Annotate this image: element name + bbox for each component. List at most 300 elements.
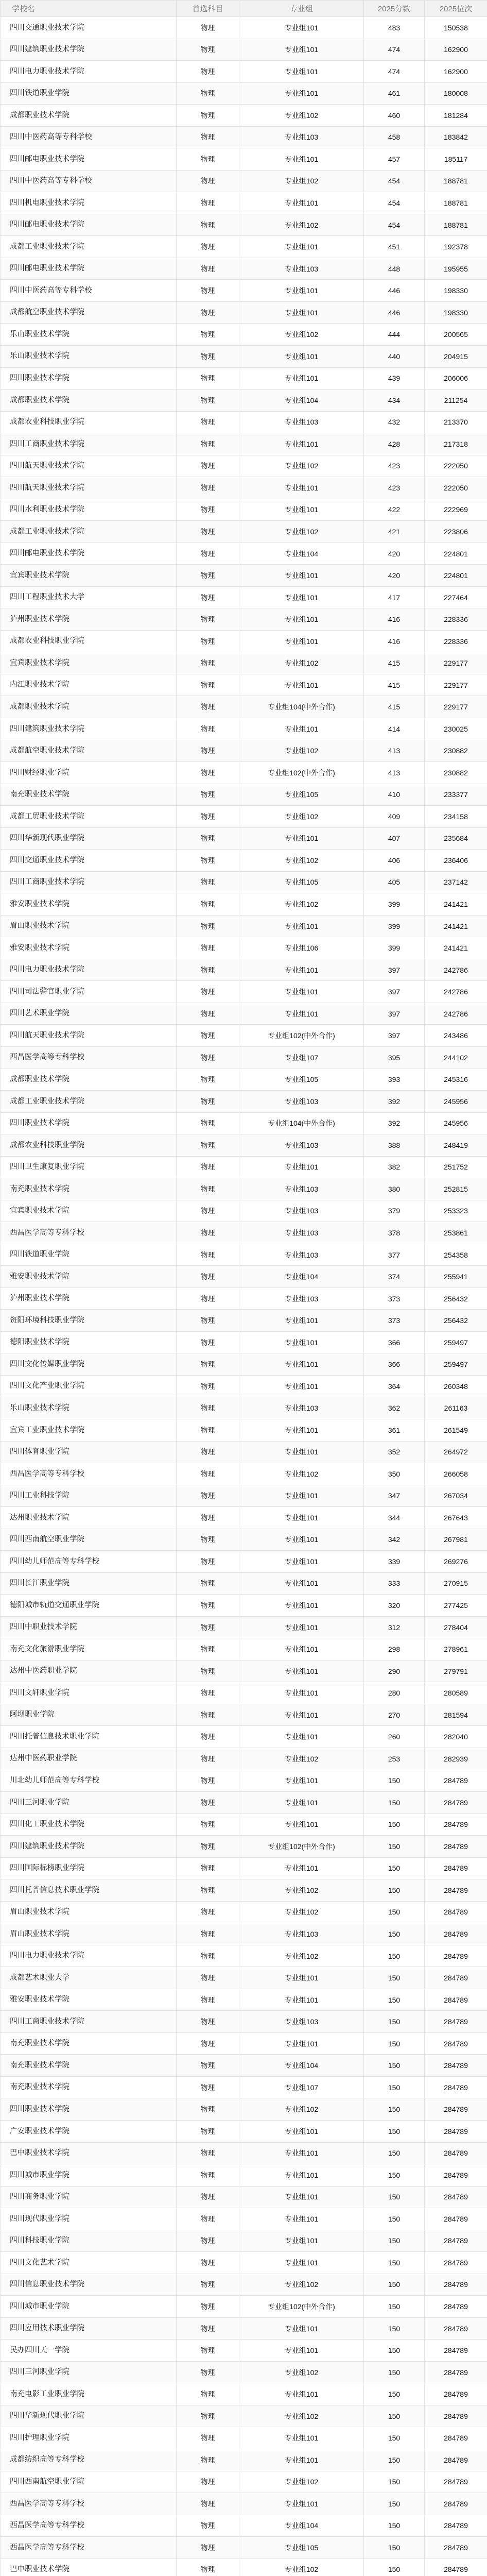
- cell-2025-score: 352: [364, 1441, 425, 1463]
- cell-major-group: 专业组101: [239, 192, 364, 214]
- cell-2025-score: 415: [364, 674, 425, 696]
- cell-school-name: 泸州职业技术学院: [1, 608, 177, 631]
- cell-2025-rank: 222050: [425, 477, 487, 499]
- cell-first-subject: 物理: [177, 1266, 239, 1288]
- cell-school-name: 四川卫生康复职业学院: [1, 1156, 177, 1178]
- cell-first-subject: 物理: [177, 1682, 239, 1704]
- cell-school-name: 四川幼儿师范高等专科学校: [1, 1551, 177, 1573]
- cell-2025-score: 378: [364, 1222, 425, 1244]
- cell-major-group: 专业组102(中外合作): [239, 1025, 364, 1047]
- cell-school-name: 西昌医学高等专科学校: [1, 2537, 177, 2559]
- table-row: [1, 762, 487, 784]
- table-row: [1, 2296, 487, 2318]
- table-row: [1, 827, 487, 850]
- cell-major-group: 专业组101: [239, 2449, 364, 2471]
- cell-major-group: 专业组101: [239, 1770, 364, 1792]
- table-row: [1, 806, 487, 828]
- table-row: [1, 389, 487, 412]
- cell-school-name: 四川铁道职业学院: [1, 82, 177, 105]
- cell-2025-rank: 278404: [425, 1616, 487, 1638]
- cell-school-name: 四川文化产业职业学院: [1, 1375, 177, 1397]
- cell-school-name: 雅安职业技术学院: [1, 893, 177, 916]
- cell-2025-rank: 267981: [425, 1529, 487, 1551]
- cell-school-name: 雅安职业技术学院: [1, 1266, 177, 1288]
- cell-first-subject: 物理: [177, 2121, 239, 2143]
- cell-major-group: 专业组104(中外合作): [239, 1112, 364, 1134]
- table-row: [1, 1485, 487, 1507]
- cell-first-subject: 物理: [177, 1419, 239, 1442]
- table-row: [1, 1595, 487, 1617]
- cell-2025-rank: 243486: [425, 1025, 487, 1047]
- cell-school-name: 四川邮电职业技术学院: [1, 258, 177, 280]
- cell-major-group: 专业组101: [239, 1375, 364, 1397]
- cell-major-group: 专业组102(中外合作): [239, 762, 364, 784]
- cell-school-name: 四川化工职业技术学院: [1, 1814, 177, 1836]
- cell-2025-rank: 150538: [425, 17, 487, 39]
- table-row: [1, 1748, 487, 1770]
- table-row: [1, 39, 487, 61]
- cell-school-name: 四川文轩职业学院: [1, 1682, 177, 1704]
- cell-school-name: 四川电力职业技术学院: [1, 1945, 177, 1967]
- cell-first-subject: 物理: [177, 937, 239, 959]
- cell-2025-score: 150: [364, 1967, 425, 1989]
- cell-school-name: 南充职业技术学院: [1, 784, 177, 806]
- cell-major-group: 专业组101: [239, 2121, 364, 2143]
- cell-first-subject: 物理: [177, 1069, 239, 1091]
- cell-2025-rank: 229177: [425, 696, 487, 718]
- cell-major-group: 专业组101: [239, 586, 364, 608]
- table-row: [1, 2252, 487, 2274]
- cell-first-subject: 物理: [177, 1792, 239, 1814]
- cell-2025-rank: 188781: [425, 192, 487, 214]
- cell-2025-rank: 281594: [425, 1704, 487, 1726]
- cell-2025-score: 474: [364, 39, 425, 61]
- table-row: [1, 2121, 487, 2143]
- cell-major-group: 专业组101: [239, 499, 364, 521]
- cell-first-subject: 物理: [177, 345, 239, 367]
- table-row: [1, 608, 487, 631]
- cell-school-name: 眉山职业技术学院: [1, 1901, 177, 1923]
- cell-first-subject: 物理: [177, 1595, 239, 1617]
- cell-first-subject: 物理: [177, 324, 239, 346]
- cell-first-subject: 物理: [177, 2164, 239, 2187]
- cell-first-subject: 物理: [177, 301, 239, 324]
- cell-major-group: 专业组101: [239, 1989, 364, 2011]
- table-row: [1, 1178, 487, 1200]
- table-row: [1, 301, 487, 324]
- cell-2025-rank: 245956: [425, 1091, 487, 1113]
- table-row: [1, 61, 487, 83]
- table-row: [1, 630, 487, 652]
- cell-school-name: 资阳环境科技职业学院: [1, 1310, 177, 1332]
- cell-2025-score: 457: [364, 148, 425, 171]
- cell-2025-rank: 248419: [425, 1134, 487, 1157]
- cell-first-subject: 物理: [177, 126, 239, 148]
- cell-major-group: 专业组102: [239, 521, 364, 543]
- table-row: [1, 2076, 487, 2098]
- cell-2025-score: 312: [364, 1616, 425, 1638]
- cell-2025-score: 280: [364, 1682, 425, 1704]
- table-row: [1, 2011, 487, 2033]
- table-row: [1, 1003, 487, 1025]
- cell-2025-score: 410: [364, 784, 425, 806]
- cell-major-group: 专业组101: [239, 39, 364, 61]
- cell-school-name: 四川邮电职业技术学院: [1, 148, 177, 171]
- cell-first-subject: 物理: [177, 652, 239, 674]
- cell-2025-rank: 224801: [425, 565, 487, 587]
- cell-2025-rank: 254358: [425, 1244, 487, 1266]
- cell-first-subject: 物理: [177, 1331, 239, 1353]
- table-row: [1, 543, 487, 565]
- cell-2025-rank: 284789: [425, 2317, 487, 2340]
- cell-major-group: 专业组105: [239, 784, 364, 806]
- cell-school-name: 成都职业技术学院: [1, 389, 177, 412]
- cell-2025-rank: 261549: [425, 1419, 487, 1442]
- cell-school-name: 四川工商职业技术学院: [1, 433, 177, 455]
- cell-first-subject: 物理: [177, 170, 239, 192]
- cell-school-name: 雅安职业技术学院: [1, 937, 177, 959]
- cell-2025-score: 405: [364, 871, 425, 893]
- cell-major-group: 专业组103: [239, 126, 364, 148]
- cell-major-group: 专业组105: [239, 871, 364, 893]
- cell-2025-score: 364: [364, 1375, 425, 1397]
- cell-major-group: 专业组101: [239, 2427, 364, 2449]
- cell-first-subject: 物理: [177, 61, 239, 83]
- cell-2025-rank: 222050: [425, 455, 487, 477]
- table-row: [1, 105, 487, 127]
- cell-first-subject: 物理: [177, 1463, 239, 1485]
- cell-major-group: 专业组102: [239, 1879, 364, 1902]
- cell-major-group: 专业组102: [239, 2274, 364, 2296]
- cell-school-name: 四川文化艺术学院: [1, 2252, 177, 2274]
- cell-major-group: 专业组103: [239, 1397, 364, 1419]
- cell-major-group: 专业组103: [239, 411, 364, 433]
- cell-major-group: 专业组101: [239, 915, 364, 937]
- cell-major-group: 专业组101: [239, 2252, 364, 2274]
- table-row: [1, 477, 487, 499]
- cell-first-subject: 物理: [177, 2142, 239, 2164]
- cell-2025-score: 374: [364, 1266, 425, 1288]
- cell-school-name: 宜宾工业职业技术学院: [1, 1419, 177, 1442]
- cell-school-name: 成都农业科技职业学院: [1, 630, 177, 652]
- table-row: [1, 258, 487, 280]
- cell-2025-score: 422: [364, 499, 425, 521]
- cell-first-subject: 物理: [177, 871, 239, 893]
- cell-school-name: 四川电力职业技术学院: [1, 61, 177, 83]
- cell-major-group: 专业组101: [239, 1682, 364, 1704]
- cell-major-group: 专业组101: [239, 236, 364, 258]
- cell-first-subject: 物理: [177, 2340, 239, 2362]
- cell-2025-rank: 269276: [425, 1551, 487, 1573]
- cell-2025-score: 150: [364, 2296, 425, 2318]
- cell-major-group: 专业组103: [239, 1134, 364, 1157]
- cell-first-subject: 物理: [177, 1638, 239, 1660]
- table-row: [1, 959, 487, 981]
- cell-2025-rank: 230882: [425, 740, 487, 762]
- cell-first-subject: 物理: [177, 2032, 239, 2055]
- cell-2025-rank: 284789: [425, 2032, 487, 2055]
- cell-2025-score: 373: [364, 1310, 425, 1332]
- cell-major-group: 专业组102: [239, 652, 364, 674]
- cell-2025-score: 434: [364, 389, 425, 412]
- table-row: [1, 2383, 487, 2405]
- cell-major-group: 专业组101: [239, 1814, 364, 1836]
- cell-first-subject: 物理: [177, 1901, 239, 1923]
- cell-first-subject: 物理: [177, 280, 239, 302]
- cell-2025-rank: 253861: [425, 1222, 487, 1244]
- cell-first-subject: 物理: [177, 236, 239, 258]
- cell-school-name: 四川航天职业技术学院: [1, 1025, 177, 1047]
- cell-2025-rank: 234158: [425, 806, 487, 828]
- cell-2025-score: 448: [364, 258, 425, 280]
- cell-2025-score: 150: [364, 2383, 425, 2405]
- cell-first-subject: 物理: [177, 1945, 239, 1967]
- cell-2025-rank: 284789: [425, 1857, 487, 1879]
- cell-2025-rank: 162900: [425, 39, 487, 61]
- cell-2025-rank: 284789: [425, 2252, 487, 2274]
- cell-first-subject: 物理: [177, 1244, 239, 1266]
- cell-2025-score: 416: [364, 630, 425, 652]
- table-row: [1, 1792, 487, 1814]
- cell-2025-rank: 284789: [425, 1923, 487, 1945]
- cell-2025-rank: 284789: [425, 2230, 487, 2252]
- cell-2025-rank: 222969: [425, 499, 487, 521]
- cell-2025-rank: 284789: [425, 2121, 487, 2143]
- cell-first-subject: 物理: [177, 893, 239, 916]
- cell-2025-rank: 200565: [425, 324, 487, 346]
- cell-2025-rank: 284789: [425, 2274, 487, 2296]
- cell-school-name: 广安职业技术学院: [1, 2121, 177, 2143]
- cell-2025-score: 440: [364, 345, 425, 367]
- cell-first-subject: 物理: [177, 762, 239, 784]
- table-row: [1, 433, 487, 455]
- cell-2025-score: 150: [364, 2558, 425, 2576]
- cell-2025-rank: 284789: [425, 2011, 487, 2033]
- cell-school-name: 成都工业职业技术学院: [1, 236, 177, 258]
- cell-2025-score: 446: [364, 301, 425, 324]
- table-row: [1, 1945, 487, 1967]
- cell-2025-rank: 251752: [425, 1156, 487, 1178]
- table-row: [1, 2230, 487, 2252]
- table-row: [1, 1112, 487, 1134]
- cell-first-subject: 物理: [177, 1507, 239, 1529]
- cell-2025-rank: 227464: [425, 586, 487, 608]
- table-row: [1, 2340, 487, 2362]
- cell-first-subject: 物理: [177, 2558, 239, 2576]
- table-row: [1, 126, 487, 148]
- table-row: [1, 1069, 487, 1091]
- cell-2025-rank: 192378: [425, 236, 487, 258]
- cell-first-subject: 物理: [177, 1704, 239, 1726]
- cell-2025-score: 454: [364, 214, 425, 236]
- table-row: [1, 1353, 487, 1376]
- cell-first-subject: 物理: [177, 1529, 239, 1551]
- cell-first-subject: 物理: [177, 608, 239, 631]
- table-row: [1, 2558, 487, 2576]
- cell-school-name: 成都工贸职业技术学院: [1, 806, 177, 828]
- table-row: [1, 280, 487, 302]
- cell-2025-rank: 223806: [425, 521, 487, 543]
- cell-2025-rank: 259497: [425, 1353, 487, 1376]
- cell-first-subject: 物理: [177, 1660, 239, 1682]
- cell-first-subject: 物理: [177, 1989, 239, 2011]
- cell-2025-score: 439: [364, 367, 425, 389]
- table-row: [1, 2317, 487, 2340]
- cell-2025-rank: 256432: [425, 1287, 487, 1310]
- cell-school-name: 四川城市职业学院: [1, 2164, 177, 2187]
- cell-2025-score: 451: [364, 236, 425, 258]
- cell-2025-rank: 284789: [425, 2515, 487, 2537]
- cell-major-group: 专业组101: [239, 433, 364, 455]
- table-row: [1, 1660, 487, 1682]
- cell-first-subject: 物理: [177, 2076, 239, 2098]
- cell-school-name: 达州职业技术学院: [1, 1507, 177, 1529]
- cell-school-name: 四川应用技术职业学院: [1, 2317, 177, 2340]
- cell-2025-rank: 264972: [425, 1441, 487, 1463]
- cell-school-name: 成都农业科技职业学院: [1, 411, 177, 433]
- cell-school-name: 四川工业科技学院: [1, 1485, 177, 1507]
- cell-major-group: 专业组101: [239, 1595, 364, 1617]
- table-row: [1, 586, 487, 608]
- cell-2025-score: 150: [364, 1945, 425, 1967]
- cell-school-name: 巴中职业技术学院: [1, 2558, 177, 2576]
- cell-2025-rank: 229177: [425, 652, 487, 674]
- table-row: [1, 1989, 487, 2011]
- cell-major-group: 专业组106: [239, 937, 364, 959]
- cell-2025-score: 461: [364, 82, 425, 105]
- cell-first-subject: 物理: [177, 1836, 239, 1858]
- cell-school-name: 四川职业技术学院: [1, 2098, 177, 2121]
- cell-school-name: 四川航天职业技术学院: [1, 477, 177, 499]
- table-row: [1, 1310, 487, 1332]
- cell-major-group: 专业组101: [239, 477, 364, 499]
- cell-major-group: 专业组101: [239, 301, 364, 324]
- cell-major-group: 专业组101: [239, 1156, 364, 1178]
- table-row: [1, 2537, 487, 2559]
- cell-major-group: 专业组101: [239, 1616, 364, 1638]
- cell-school-name: 四川中医药高等专科学校: [1, 126, 177, 148]
- header-2025-score: 2025分数: [364, 1, 425, 17]
- table-row: [1, 1134, 487, 1157]
- cell-school-name: 四川国际标榜职业学院: [1, 1857, 177, 1879]
- cell-2025-score: 150: [364, 1901, 425, 1923]
- cell-first-subject: 物理: [177, 1397, 239, 1419]
- cell-school-name: 四川工程职业技术大学: [1, 586, 177, 608]
- cell-major-group: 专业组101: [239, 981, 364, 1003]
- cell-major-group: 专业组101: [239, 1441, 364, 1463]
- cell-school-name: 南充电影工业职业学院: [1, 2383, 177, 2405]
- cell-2025-score: 150: [364, 2493, 425, 2515]
- cell-2025-score: 150: [364, 2011, 425, 2033]
- cell-2025-score: 416: [364, 608, 425, 631]
- cell-2025-rank: 284789: [425, 2361, 487, 2383]
- cell-major-group: 专业组101: [239, 1003, 364, 1025]
- cell-first-subject: 物理: [177, 981, 239, 1003]
- cell-school-name: 民办四川天一学院: [1, 2340, 177, 2362]
- cell-school-name: 四川文化传媒职业学院: [1, 1353, 177, 1376]
- cell-2025-rank: 230882: [425, 762, 487, 784]
- cell-major-group: 专业组102: [239, 2098, 364, 2121]
- cell-2025-score: 397: [364, 981, 425, 1003]
- cell-school-name: 四川现代职业学院: [1, 2208, 177, 2230]
- table-row: [1, 455, 487, 477]
- cell-major-group: 专业组101: [239, 2493, 364, 2515]
- cell-2025-rank: 284789: [425, 2142, 487, 2164]
- table-row: [1, 2449, 487, 2471]
- cell-2025-rank: 235684: [425, 827, 487, 850]
- cell-2025-score: 409: [364, 806, 425, 828]
- cell-first-subject: 物理: [177, 1025, 239, 1047]
- cell-school-name: 四川机电职业技术学院: [1, 192, 177, 214]
- cell-2025-score: 397: [364, 959, 425, 981]
- cell-2025-score: 382: [364, 1156, 425, 1178]
- cell-first-subject: 物理: [177, 258, 239, 280]
- cell-first-subject: 物理: [177, 477, 239, 499]
- cell-first-subject: 物理: [177, 1287, 239, 1310]
- cell-first-subject: 物理: [177, 367, 239, 389]
- cell-2025-score: 150: [364, 2361, 425, 2383]
- cell-2025-score: 150: [364, 2405, 425, 2427]
- cell-2025-score: 150: [364, 1836, 425, 1858]
- cell-school-name: 宜宾职业技术学院: [1, 1200, 177, 1222]
- cell-major-group: 专业组102: [239, 2361, 364, 2383]
- cell-first-subject: 物理: [177, 389, 239, 412]
- cell-2025-rank: 224801: [425, 543, 487, 565]
- cell-major-group: 专业组102: [239, 1748, 364, 1770]
- cell-major-group: 专业组104: [239, 2055, 364, 2077]
- table-header: [1, 1, 487, 17]
- cell-2025-rank: 242786: [425, 1003, 487, 1025]
- header-row: [1, 1, 487, 17]
- cell-school-name: 四川艺术职业学院: [1, 1003, 177, 1025]
- table-row: [1, 1507, 487, 1529]
- cell-2025-rank: 206006: [425, 367, 487, 389]
- cell-2025-score: 344: [364, 1507, 425, 1529]
- table-row: [1, 2515, 487, 2537]
- cell-2025-score: 399: [364, 915, 425, 937]
- table-row: [1, 2186, 487, 2208]
- cell-major-group: 专业组103: [239, 1200, 364, 1222]
- cell-2025-rank: 261163: [425, 1397, 487, 1419]
- table-row: [1, 2405, 487, 2427]
- cell-2025-score: 150: [364, 2055, 425, 2077]
- cell-first-subject: 物理: [177, 2537, 239, 2559]
- cell-school-name: 南充职业技术学院: [1, 2032, 177, 2055]
- cell-school-name: 四川护理职业学院: [1, 2427, 177, 2449]
- table-row: [1, 1638, 487, 1660]
- cell-first-subject: 物理: [177, 1967, 239, 1989]
- cell-school-name: 四川交通职业技术学院: [1, 17, 177, 39]
- cell-major-group: 专业组103: [239, 1923, 364, 1945]
- cell-school-name: 四川电力职业技术学院: [1, 959, 177, 981]
- table-row: [1, 148, 487, 171]
- header-school-name: 学校名: [1, 1, 177, 17]
- cell-2025-rank: 236406: [425, 850, 487, 872]
- cell-2025-score: 373: [364, 1287, 425, 1310]
- cell-school-name: 四川建筑职业技术学院: [1, 718, 177, 740]
- cell-school-name: 四川职业技术学院: [1, 367, 177, 389]
- cell-2025-score: 362: [364, 1397, 425, 1419]
- cell-2025-score: 150: [364, 1989, 425, 2011]
- cell-2025-rank: 228336: [425, 608, 487, 631]
- cell-first-subject: 物理: [177, 696, 239, 718]
- cell-school-name: 西昌医学高等专科学校: [1, 1222, 177, 1244]
- table-row: [1, 2471, 487, 2493]
- table-row: [1, 1814, 487, 1836]
- cell-first-subject: 物理: [177, 565, 239, 587]
- cell-major-group: 专业组103: [239, 1178, 364, 1200]
- cell-school-name: 德阳城市轨道交通职业学院: [1, 1595, 177, 1617]
